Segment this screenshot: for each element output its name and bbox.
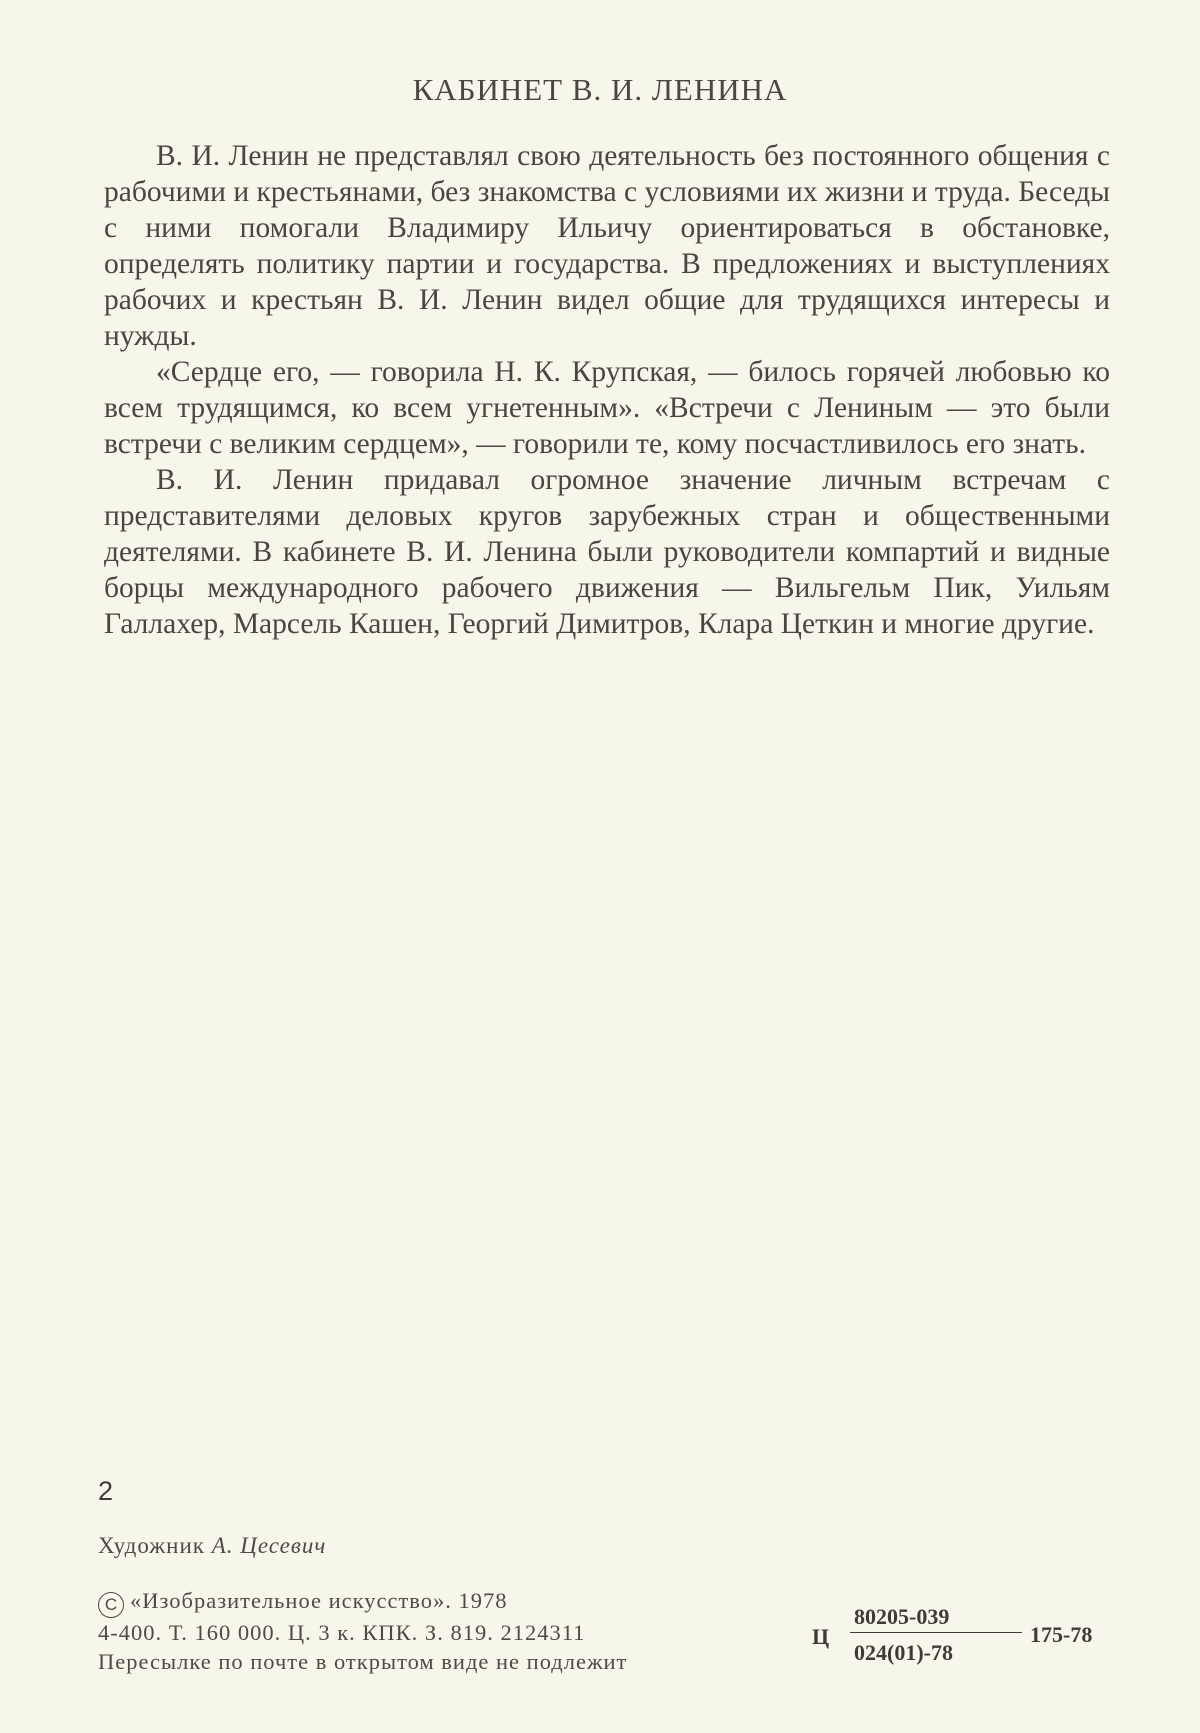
artist-credit (98, 1533, 326, 1559)
index-code (812, 1604, 1112, 1668)
artist-name: А. Цесевич (211, 1533, 327, 1558)
copyright-icon: C (98, 1592, 124, 1618)
page-number: 2 (98, 1476, 114, 1506)
publisher-text: «Изобразительное искусство». 1978 (130, 1588, 508, 1613)
paragraph-1: В. И. Ленин не представлял свою деятельность без постоянного общения с рабочими и крестьянами, без знакомства с условиями их жизни и труда. Беседы с ними помогали Владимиру Ильичу ориентироваться в обстановке, определять политику партии и государства. В предложениях и выступлениях рабочих и крестьян В. И. Ленин видел общие для трудящихся интересы и нужды. (104, 140, 1110, 352)
paragraph-3: В. И. Ленин придавал огромное значение личным встречам с представителями деловых кругов зарубежных стран и общественными деятелями. В кабинете В. И. Ленина были руководители компартий и видные борцы международного рабочего движения — Вильгельм Пик, Уильям Галлахер, Марсель Кашен, Георгий Димитров, Клара Цеткин и многие другие. (104, 464, 1110, 640)
index-suffix: 175-78 (1030, 1622, 1093, 1647)
page-title: КАБИНЕТ В. И. ЛЕНИНА (412, 72, 788, 107)
body-text (104, 138, 1110, 642)
index-letter: Ц (812, 1624, 830, 1649)
imprint-block (98, 1586, 627, 1676)
publisher-line (98, 1586, 627, 1618)
mail-note: Пересылке по почте в открытом виде не подлежит (98, 1649, 628, 1674)
index-numerator: 80205-039 (854, 1604, 950, 1629)
print-line: 4-400. Т. 160 000. Ц. 3 к. КПК. З. 819. 2124311 (98, 1620, 586, 1645)
fraction-line (850, 1632, 1022, 1633)
index-denominator: 024(01)-78 (854, 1640, 953, 1665)
artist-label: Художник (98, 1533, 205, 1558)
paragraph-2: «Сердце его, — говорила Н. К. Крупская, — билось горячей любовью ко всем трудящимся, ко всем угнетенным». «Встречи с Лениным — это были встречи с великим сердцем», — говорили те, кому посчастливилось его знать. (104, 356, 1110, 460)
